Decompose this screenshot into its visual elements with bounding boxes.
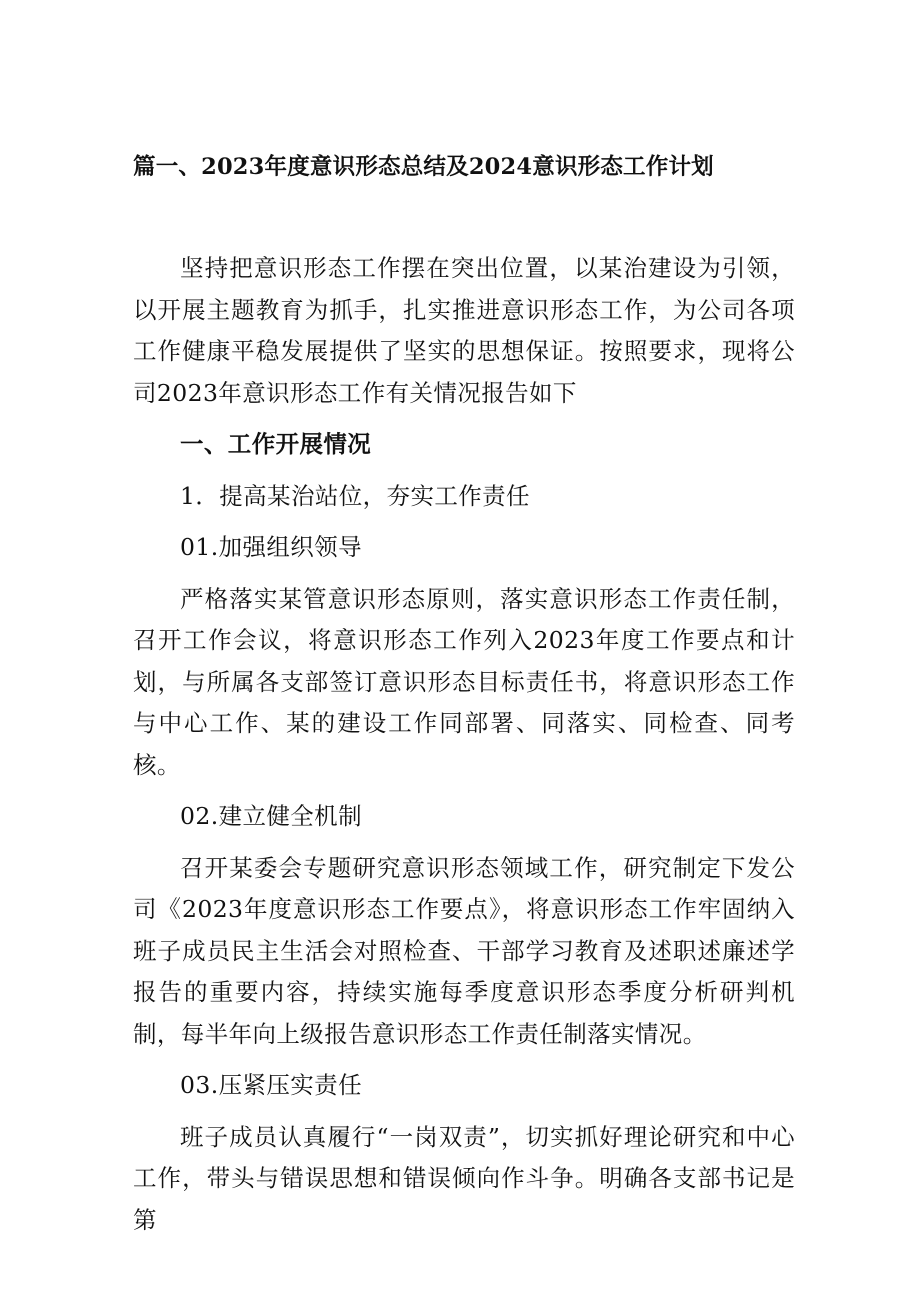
subsection-heading-political-stance: 1．提高某治站位，夯实工作责任: [180, 481, 530, 510]
section-heading-work-progress: 一、工作开展情况: [180, 430, 372, 458]
item-paragraph-01: 严格落实某管意识形态原则，落实意识形态工作责任制，召开工作会议，将意识形态工作列入2023年度工作要点和计划，与所属各支部签订意识形态目标责任书，将意识形态工作与中心工作、某的建设工作同部署、同落实、同检查、同考核。: [133, 584, 795, 779]
item-heading-03: 03.压紧压实责任: [180, 1071, 362, 1099]
item-heading-01: 01.加强组织领导: [180, 533, 362, 561]
item-heading-02: 02.建立健全机制: [180, 802, 362, 830]
item-paragraph-03: 班子成员认真履行“一岗双责”，切实抓好理论研究和中心工作，带头与错误思想和错误倾向作斗争。明确各支部书记是第: [133, 1122, 795, 1234]
document-body: [133, 248, 795, 1241]
item-paragraph-02: 召开某委会专题研究意识形态领域工作，研究制定下发公司《2023年度意识形态工作要点》，将意识形态工作牢固纳入班子成员民主生活会对照检查、干部学习教育及述职述廉述学报告的重要内容，持续实施每季度意识形态季度分析研判机制，每半年向上级报告意识形态工作责任制落实情况。: [133, 853, 795, 1048]
document-title: 篇一、2023年度意识形态总结及2024意识形态工作计划: [133, 154, 714, 180]
intro-paragraph: 坚持把意识形态工作摆在突出位置，以某治建设为引领，以开展主题教育为抓手，扎实推进意识形态工作，为公司各项工作健康平稳发展提供了坚实的思想保证。按照要求，现将公司2023年意识形态工作有关情况报告如下: [133, 254, 795, 407]
